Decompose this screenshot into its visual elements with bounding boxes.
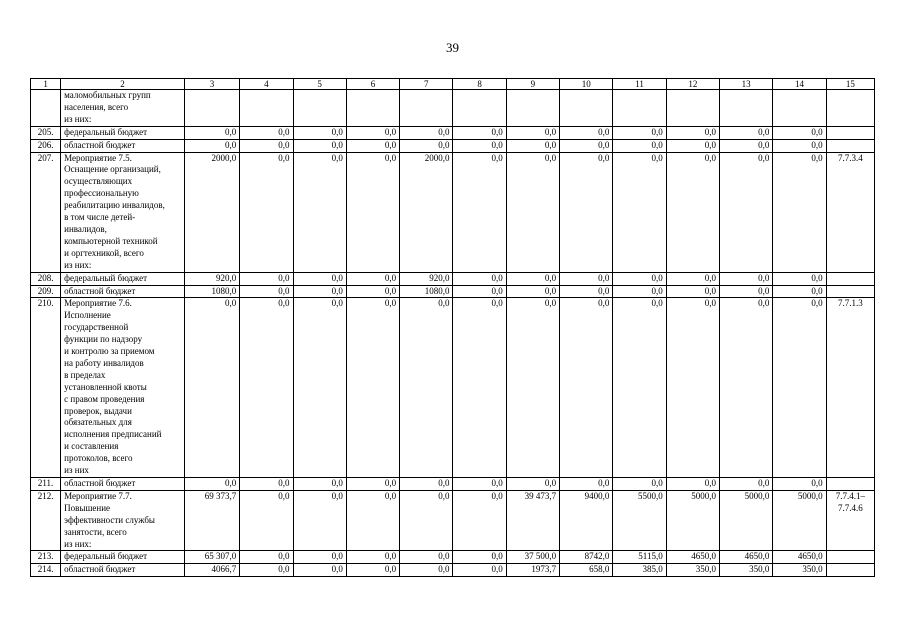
row-label: областной бюджет — [61, 478, 185, 491]
value-cell: 0,0 — [240, 272, 293, 285]
value-cell: 4650,0 — [773, 551, 826, 564]
code-cell — [826, 126, 874, 139]
value-cell — [240, 90, 293, 127]
value-cell — [400, 90, 453, 127]
value-cell: 0,0 — [560, 139, 613, 152]
code-cell — [826, 564, 874, 577]
code-cell — [826, 551, 874, 564]
value-cell: 0,0 — [293, 139, 346, 152]
value-cell: 0,0 — [240, 551, 293, 564]
value-cell: 0,0 — [240, 152, 293, 272]
value-cell: 0,0 — [613, 478, 666, 491]
row-number: 205. — [31, 126, 61, 139]
value-cell — [184, 90, 239, 127]
row-number: 213. — [31, 551, 61, 564]
value-cell: 0,0 — [720, 152, 773, 272]
value-cell: 0,0 — [453, 139, 506, 152]
value-cell: 4650,0 — [720, 551, 773, 564]
value-cell — [773, 90, 826, 127]
value-cell: 0,0 — [720, 272, 773, 285]
value-cell: 0,0 — [400, 139, 453, 152]
column-header: 12 — [666, 79, 719, 90]
value-cell: 0,0 — [293, 551, 346, 564]
column-header: 8 — [453, 79, 506, 90]
value-cell: 0,0 — [400, 564, 453, 577]
table-row — [31, 139, 875, 152]
value-cell: 0,0 — [613, 272, 666, 285]
row-number: 212. — [31, 490, 61, 551]
value-cell: 0,0 — [773, 285, 826, 298]
table-row — [31, 152, 875, 272]
value-cell: 0,0 — [666, 298, 719, 478]
row-label: федеральный бюджет — [61, 551, 185, 564]
value-cell: 350,0 — [666, 564, 719, 577]
row-number: 209. — [31, 285, 61, 298]
value-cell — [613, 90, 666, 127]
value-cell: 0,0 — [293, 490, 346, 551]
value-cell: 0,0 — [613, 139, 666, 152]
value-cell: 0,0 — [293, 564, 346, 577]
value-cell: 0,0 — [240, 490, 293, 551]
table-row — [31, 490, 875, 551]
value-cell: 5115,0 — [613, 551, 666, 564]
value-cell: 0,0 — [773, 478, 826, 491]
value-cell: 0,0 — [346, 478, 399, 491]
value-cell: 0,0 — [720, 298, 773, 478]
value-cell: 0,0 — [346, 490, 399, 551]
value-cell: 37 500,0 — [506, 551, 559, 564]
value-cell: 2000,0 — [184, 152, 239, 272]
value-cell: 0,0 — [453, 564, 506, 577]
table-row — [31, 90, 875, 127]
value-cell: 0,0 — [453, 298, 506, 478]
value-cell: 0,0 — [773, 152, 826, 272]
value-cell: 0,0 — [453, 551, 506, 564]
value-cell: 1973,7 — [506, 564, 559, 577]
value-cell: 0,0 — [773, 272, 826, 285]
value-cell: 2000,0 — [400, 152, 453, 272]
value-cell — [720, 90, 773, 127]
value-cell — [346, 90, 399, 127]
value-cell: 0,0 — [666, 272, 719, 285]
value-cell: 0,0 — [506, 285, 559, 298]
column-header: 2 — [61, 79, 185, 90]
table-row — [31, 551, 875, 564]
column-header: 10 — [560, 79, 613, 90]
code-cell — [826, 478, 874, 491]
value-cell: 0,0 — [666, 285, 719, 298]
page-number: 39 — [446, 40, 459, 55]
value-cell: 350,0 — [720, 564, 773, 577]
value-cell: 385,0 — [613, 564, 666, 577]
code-cell: 7.7.3.4 — [826, 152, 874, 272]
table-row — [31, 564, 875, 577]
value-cell: 0,0 — [184, 478, 239, 491]
column-header: 11 — [613, 79, 666, 90]
row-label: областной бюджет — [61, 285, 185, 298]
value-cell: 0,0 — [400, 478, 453, 491]
value-cell: 350,0 — [773, 564, 826, 577]
value-cell: 39 473,7 — [506, 490, 559, 551]
row-number: 208. — [31, 272, 61, 285]
row-label: областной бюджет — [61, 564, 185, 577]
value-cell: 0,0 — [720, 139, 773, 152]
value-cell: 0,0 — [613, 126, 666, 139]
value-cell: 8742,0 — [560, 551, 613, 564]
value-cell: 0,0 — [720, 126, 773, 139]
code-cell — [826, 272, 874, 285]
value-cell: 0,0 — [293, 126, 346, 139]
value-cell: 0,0 — [400, 490, 453, 551]
value-cell: 0,0 — [773, 298, 826, 478]
value-cell — [453, 90, 506, 127]
value-cell: 1080,0 — [184, 285, 239, 298]
value-cell: 0,0 — [240, 298, 293, 478]
value-cell: 4650,0 — [666, 551, 719, 564]
row-label: Мероприятие 7.6. Исполнение государственной функции по надзору и контролю за приемом на работу инвалидов в пределах установленной квоты с правом проведения проверок, выдачи обязательных для исполнения предписаний и составления протоколов, всего из них — [61, 298, 185, 478]
value-cell: 0,0 — [506, 272, 559, 285]
row-label: федеральный бюджет — [61, 272, 185, 285]
value-cell: 0,0 — [240, 126, 293, 139]
value-cell: 0,0 — [346, 126, 399, 139]
table-row — [31, 478, 875, 491]
value-cell: 0,0 — [453, 272, 506, 285]
row-number: 206. — [31, 139, 61, 152]
value-cell: 0,0 — [560, 298, 613, 478]
value-cell: 4066,7 — [184, 564, 239, 577]
value-cell: 65 307,0 — [184, 551, 239, 564]
column-header: 14 — [773, 79, 826, 90]
value-cell: 0,0 — [453, 490, 506, 551]
value-cell: 0,0 — [506, 126, 559, 139]
value-cell: 0,0 — [720, 285, 773, 298]
value-cell: 0,0 — [184, 139, 239, 152]
table-row — [31, 285, 875, 298]
value-cell: 0,0 — [560, 126, 613, 139]
value-cell: 0,0 — [453, 478, 506, 491]
row-number — [31, 90, 61, 127]
value-cell — [293, 90, 346, 127]
value-cell: 0,0 — [293, 478, 346, 491]
value-cell: 0,0 — [184, 298, 239, 478]
value-cell — [560, 90, 613, 127]
value-cell: 0,0 — [666, 139, 719, 152]
value-cell: 69 373,7 — [184, 490, 239, 551]
value-cell: 0,0 — [346, 285, 399, 298]
row-label: маломобильных групп населения, всего из них: — [61, 90, 185, 127]
row-label: Мероприятие 7.5. Оснащение организаций, осуществляющих профессиональную реабилитацию инвалидов, в том числе детей- инвалидов, компьютерной техникой и оргтехникой, всего из них: — [61, 152, 185, 272]
code-cell: 7.7.1.3 — [826, 298, 874, 478]
row-label: Мероприятие 7.7. Повышение эффективности службы занятости, всего из них: — [61, 490, 185, 551]
column-header: 3 — [184, 79, 239, 90]
value-cell: 0,0 — [613, 152, 666, 272]
value-cell: 5500,0 — [613, 490, 666, 551]
value-cell: 0,0 — [293, 285, 346, 298]
value-cell: 0,0 — [453, 285, 506, 298]
value-cell: 0,0 — [240, 139, 293, 152]
value-cell: 0,0 — [666, 126, 719, 139]
value-cell: 0,0 — [773, 139, 826, 152]
column-header: 4 — [240, 79, 293, 90]
table-row — [31, 126, 875, 139]
table-row — [31, 272, 875, 285]
value-cell: 0,0 — [506, 152, 559, 272]
code-cell: 7.7.4.1– 7.7.4.6 — [826, 490, 874, 551]
value-cell: 0,0 — [720, 478, 773, 491]
value-cell: 0,0 — [773, 126, 826, 139]
value-cell: 5000,0 — [666, 490, 719, 551]
value-cell: 0,0 — [293, 298, 346, 478]
value-cell: 0,0 — [560, 272, 613, 285]
value-cell: 0,0 — [506, 139, 559, 152]
row-number: 207. — [31, 152, 61, 272]
value-cell: 1080,0 — [400, 285, 453, 298]
value-cell: 0,0 — [346, 298, 399, 478]
value-cell: 0,0 — [240, 478, 293, 491]
value-cell: 0,0 — [560, 478, 613, 491]
row-label: областной бюджет — [61, 139, 185, 152]
value-cell: 0,0 — [400, 126, 453, 139]
code-cell — [826, 285, 874, 298]
value-cell: 0,0 — [400, 551, 453, 564]
row-label: федеральный бюджет — [61, 126, 185, 139]
value-cell: 0,0 — [453, 126, 506, 139]
value-cell: 0,0 — [184, 126, 239, 139]
budget-table — [30, 78, 875, 577]
value-cell: 0,0 — [666, 478, 719, 491]
column-header: 13 — [720, 79, 773, 90]
column-header: 7 — [400, 79, 453, 90]
header-row — [31, 79, 875, 90]
value-cell: 0,0 — [613, 298, 666, 478]
column-header: 6 — [346, 79, 399, 90]
column-header: 5 — [293, 79, 346, 90]
value-cell: 0,0 — [293, 152, 346, 272]
value-cell: 0,0 — [613, 285, 666, 298]
row-number: 214. — [31, 564, 61, 577]
value-cell: 0,0 — [293, 272, 346, 285]
value-cell: 0,0 — [346, 272, 399, 285]
value-cell: 0,0 — [666, 152, 719, 272]
value-cell: 9400,0 — [560, 490, 613, 551]
value-cell — [666, 90, 719, 127]
value-cell: 0,0 — [346, 139, 399, 152]
value-cell: 0,0 — [560, 152, 613, 272]
value-cell: 5000,0 — [773, 490, 826, 551]
column-header: 9 — [506, 79, 559, 90]
value-cell: 920,0 — [184, 272, 239, 285]
value-cell: 920,0 — [400, 272, 453, 285]
value-cell: 658,0 — [560, 564, 613, 577]
table-row — [31, 298, 875, 478]
value-cell: 0,0 — [346, 564, 399, 577]
value-cell: 0,0 — [346, 152, 399, 272]
value-cell: 5000,0 — [720, 490, 773, 551]
value-cell: 0,0 — [240, 564, 293, 577]
value-cell: 0,0 — [400, 298, 453, 478]
value-cell — [506, 90, 559, 127]
code-cell — [826, 139, 874, 152]
column-header: 15 — [826, 79, 874, 90]
value-cell: 0,0 — [240, 285, 293, 298]
value-cell: 0,0 — [560, 285, 613, 298]
row-number: 210. — [31, 298, 61, 478]
value-cell: 0,0 — [453, 152, 506, 272]
code-cell — [826, 90, 874, 127]
row-number: 211. — [31, 478, 61, 491]
value-cell: 0,0 — [346, 551, 399, 564]
value-cell: 0,0 — [506, 298, 559, 478]
column-header: 1 — [31, 79, 61, 90]
value-cell: 0,0 — [506, 478, 559, 491]
